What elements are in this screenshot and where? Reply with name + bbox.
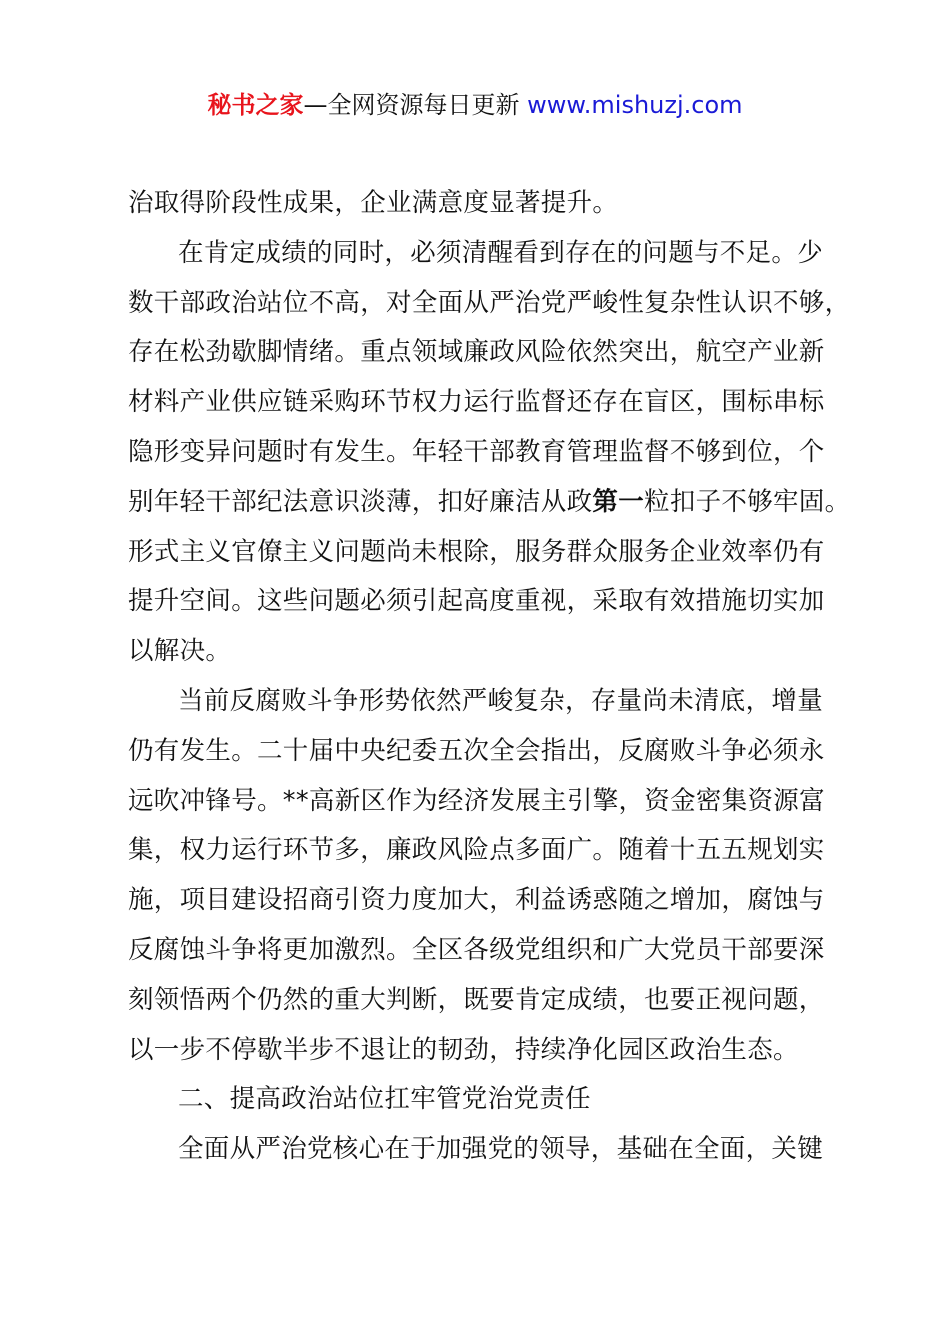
- text-line: 材料产业供应链采购环节权力运行监督还存在盲区，围标串标: [128, 387, 825, 418]
- section-heading: 二、提高政治站位扛牢管党治党责任: [178, 1084, 591, 1115]
- paragraph-start-line: 当前反腐败斗争形势依然严峻复杂，存量尚未清底，增量: [178, 685, 824, 716]
- paragraph-start-line: 在肯定成绩的同时，必须清醒看到存在的问题与不足。少: [178, 237, 824, 268]
- text-line: 施，项目建设招商引资力度加大，利益诱惑随之增加，腐蚀与: [128, 885, 825, 916]
- text-segment: 粒扣子不够牢固。: [644, 486, 851, 517]
- text-line: 存在松劲歇脚情绪。重点领域廉政风险依然突出，航空产业新: [128, 337, 825, 368]
- bold-text-segment: 第一: [592, 486, 645, 517]
- text-line: 反腐蚀斗争将更加激烈。全区各级党组织和广大党员干部要深: [128, 934, 825, 965]
- text-line: 形式主义官僚主义问题尚未根除，服务群众服务企业效率仍有: [128, 536, 825, 567]
- paragraph-start-line: 全面从严治党核心在于加强党的领导，基础在全面，关键: [178, 1134, 824, 1165]
- text-line: 治取得阶段性成果，企业满意度显著提升。: [128, 188, 619, 218]
- header-tagline: —全网资源每日更新: [303, 91, 528, 119]
- text-line: 集，权力运行环节多，廉政风险点多面广。随着十五五规划实: [128, 835, 825, 866]
- brand-name: 秘书之家: [207, 91, 304, 119]
- site-url-link[interactable]: www.mishuzj.com: [527, 91, 743, 119]
- text-line: 提升空间。这些问题必须引起高度重视，采取有效措施切实加: [128, 586, 825, 617]
- text-line: 以解决。: [128, 636, 232, 667]
- text-line: 数干部政治站位不高，对全面从严治党严峻性复杂性认识不够，: [128, 287, 851, 318]
- text-line: 隐形变异问题时有发生。年轻干部教育管理监督不够到位，个: [128, 436, 825, 467]
- text-line: 远吹冲锋号。**高新区作为经济发展主引擎，资金密集资源富: [128, 785, 825, 816]
- text-line: 仍有发生。二十届中央纪委五次全会指出，反腐败斗争必须永: [128, 735, 825, 766]
- text-line: 刻领悟两个仍然的重大判断，既要肯定成绩，也要正视问题，: [128, 984, 825, 1015]
- text-line: 以一步不停歇半步不退让的韧劲，持续净化园区政治生态。: [128, 1034, 799, 1065]
- site-header: [0, 88, 950, 122]
- text-segment: 别年轻干部纪法意识淡薄，扣好廉洁从政: [128, 486, 593, 517]
- text-line: [128, 478, 868, 528]
- document-body: [128, 179, 868, 1175]
